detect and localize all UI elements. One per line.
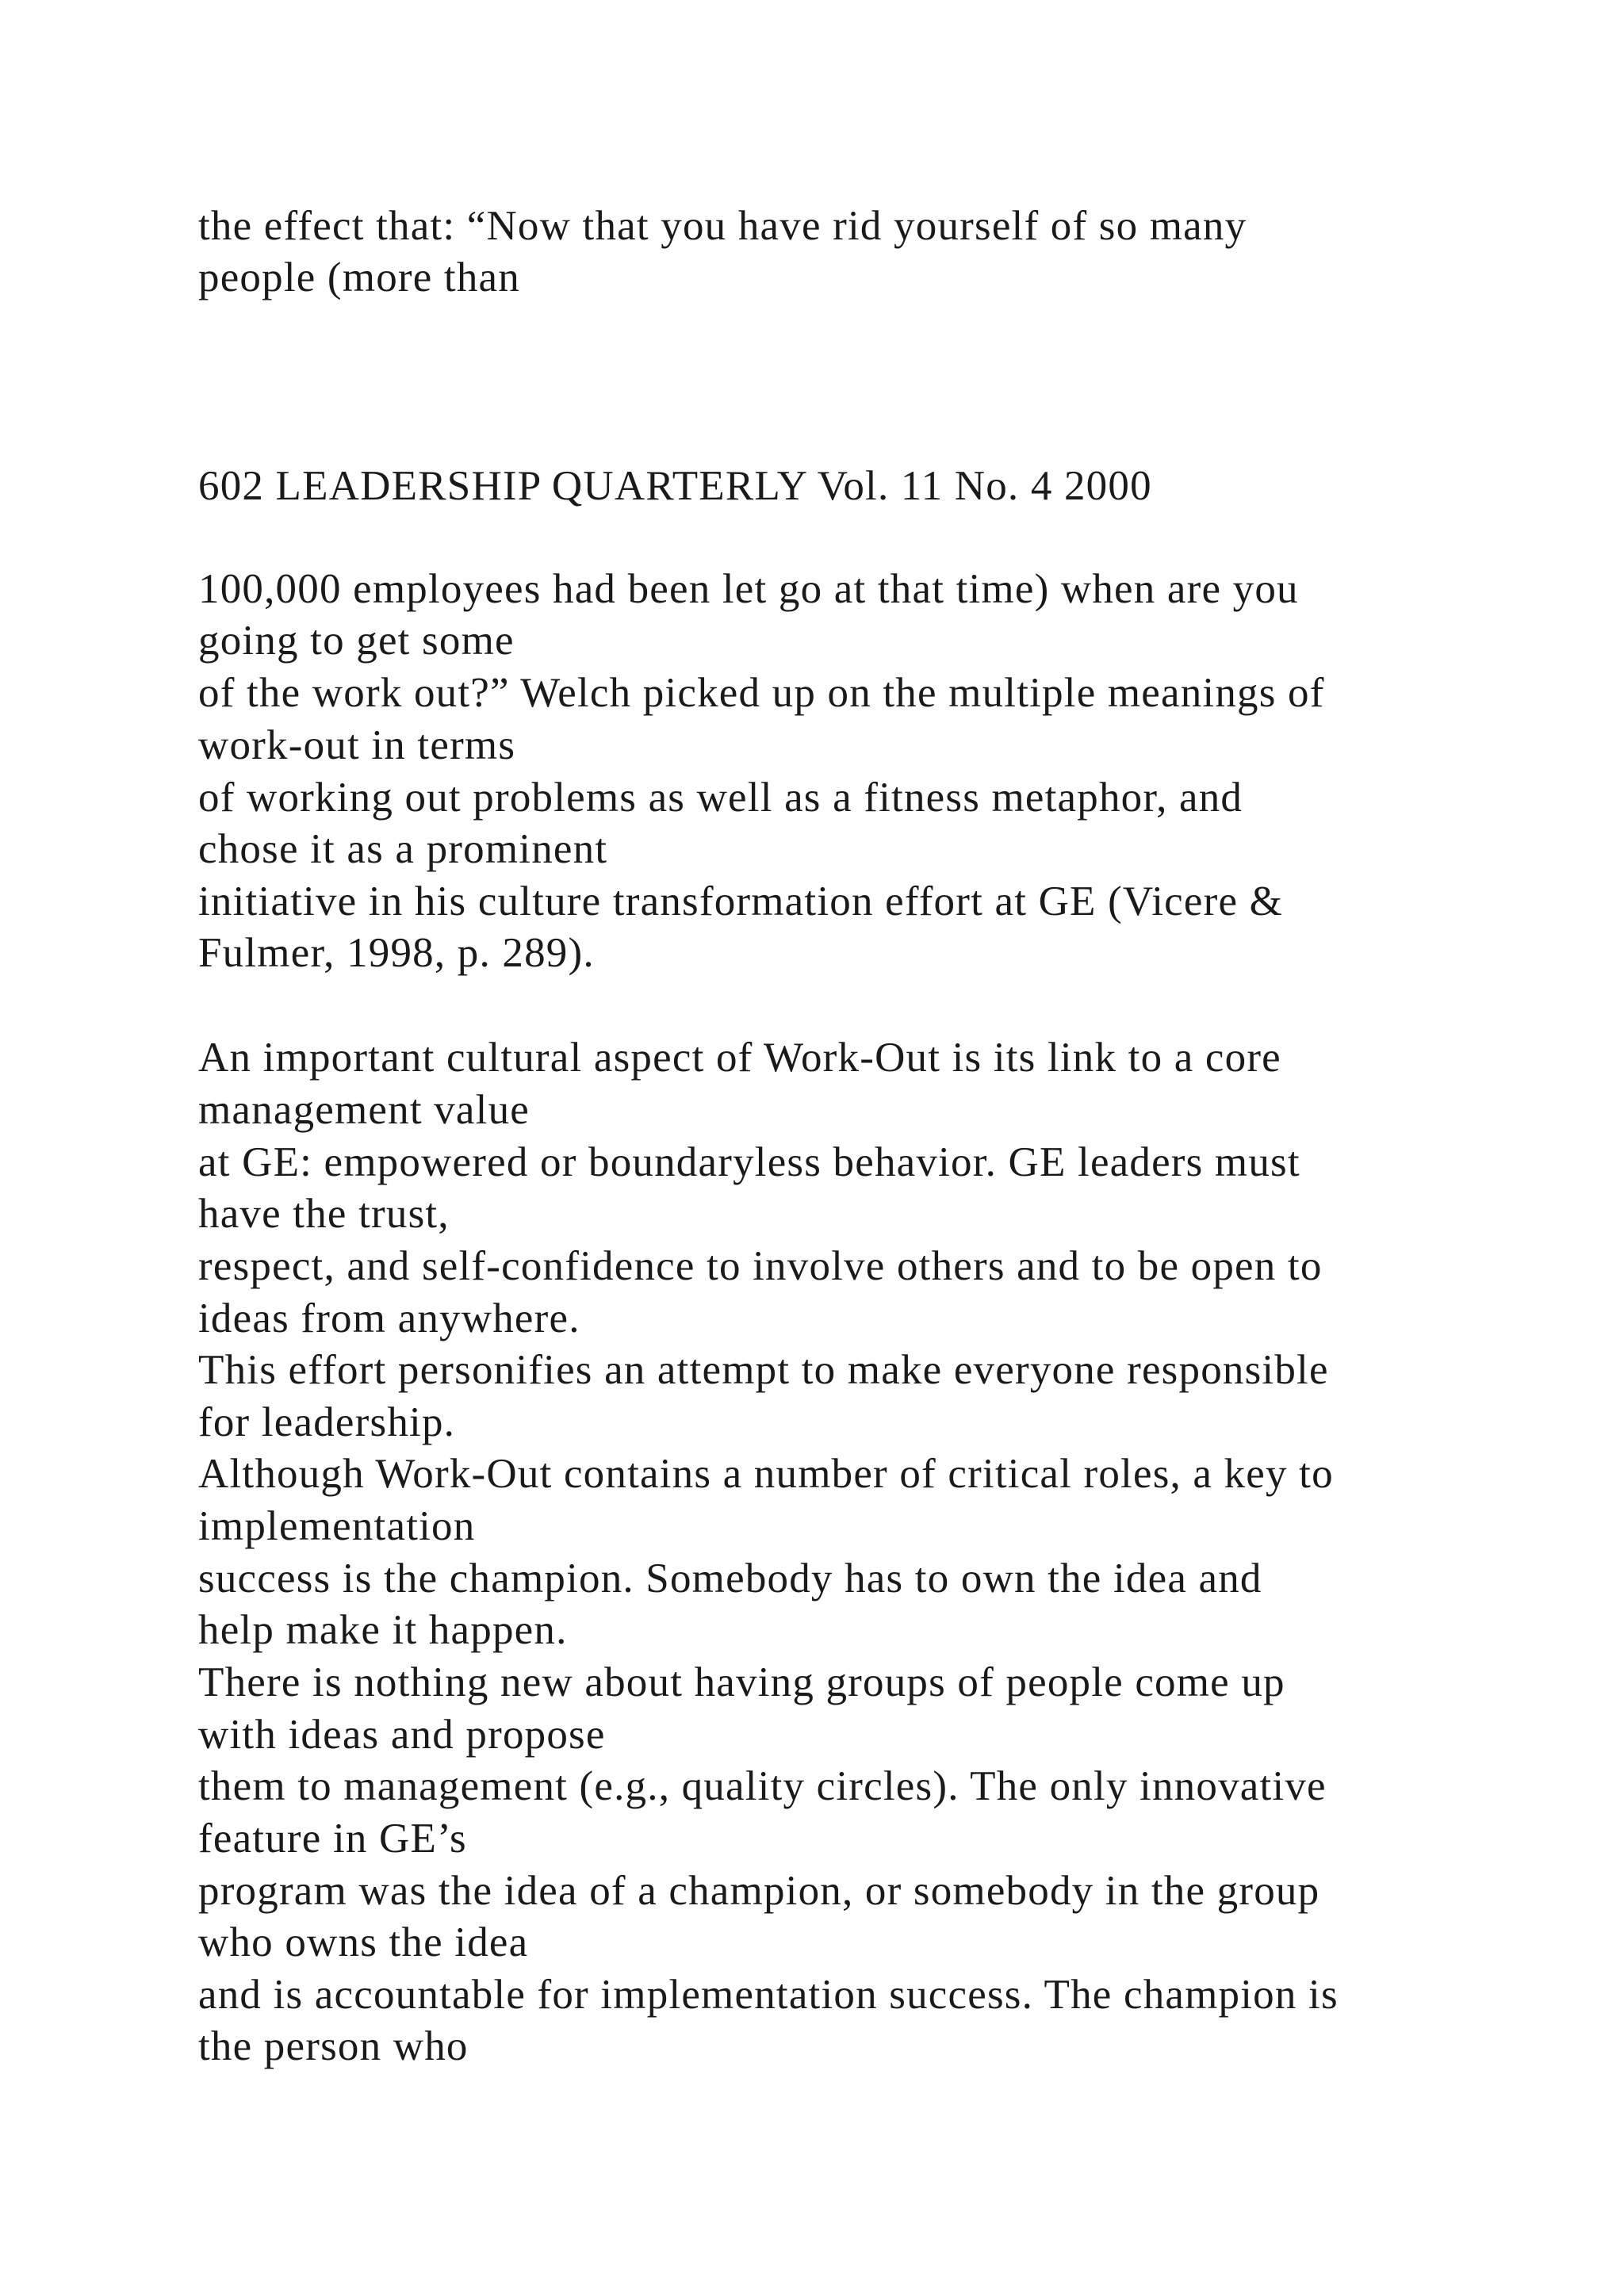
text-line: and is accountable for implementation success. The champion is: [198, 1972, 1339, 2018]
text-line: There is nothing new about having groups of people come up: [198, 1659, 1285, 1705]
text-line: An important cultural aspect of Work-Out is its link to a core: [198, 1035, 1281, 1081]
text-line: help make it happen.: [198, 1607, 568, 1653]
text-line: who owns the idea: [198, 1919, 529, 1965]
text-line: have the trust,: [198, 1191, 450, 1237]
text-line: Although Work-Out contains a number of critical roles, a key to: [198, 1451, 1334, 1497]
text-line: This effort personifies an attempt to make everyone responsible: [198, 1347, 1329, 1393]
text-line: of the work out?” Welch picked up on the multiple meanings of: [198, 670, 1325, 716]
text-line: ideas from anywhere.: [198, 1295, 580, 1341]
text-line: work-out in terms: [198, 722, 516, 768]
text-line: at GE: empowered or boundaryless behavior. GE leaders must: [198, 1139, 1300, 1185]
text-line: of working out problems as well as a fitness metaphor, and: [198, 775, 1243, 821]
text-line: 100,000 employees had been let go at that time) when are you: [198, 566, 1299, 612]
text-line: feature in GE’s: [198, 1816, 467, 1862]
text-line: the effect that: “Now that you have rid yourself of so many: [198, 203, 1247, 249]
text-line: the person who: [198, 2023, 469, 2069]
text-line: chose it as a prominent: [198, 826, 608, 872]
text-line: Fulmer, 1998, p. 289).: [198, 930, 595, 976]
text-line: management value: [198, 1087, 530, 1133]
text-line: implementation: [198, 1503, 476, 1549]
text-line: respect, and self-confidence to involve others and to be open to: [198, 1243, 1323, 1289]
text-line: success is the champion. Somebody has to own the idea and: [198, 1556, 1262, 1601]
running-header: 602 LEADERSHIP QUARTERLY Vol. 11 No. 4 2000: [198, 463, 1152, 509]
text-line: going to get some: [198, 618, 515, 664]
text-line: with ideas and propose: [198, 1712, 606, 1758]
text-line: program was the idea of a champion, or somebody in the group: [198, 1868, 1320, 1914]
text-line: for leadership.: [198, 1399, 456, 1445]
text-line: them to management (e.g., quality circles). The only innovative: [198, 1763, 1327, 1809]
text-line: initiative in his culture transformation effort at GE (Vicere &: [198, 878, 1284, 924]
text-line: people (more than: [198, 254, 520, 300]
